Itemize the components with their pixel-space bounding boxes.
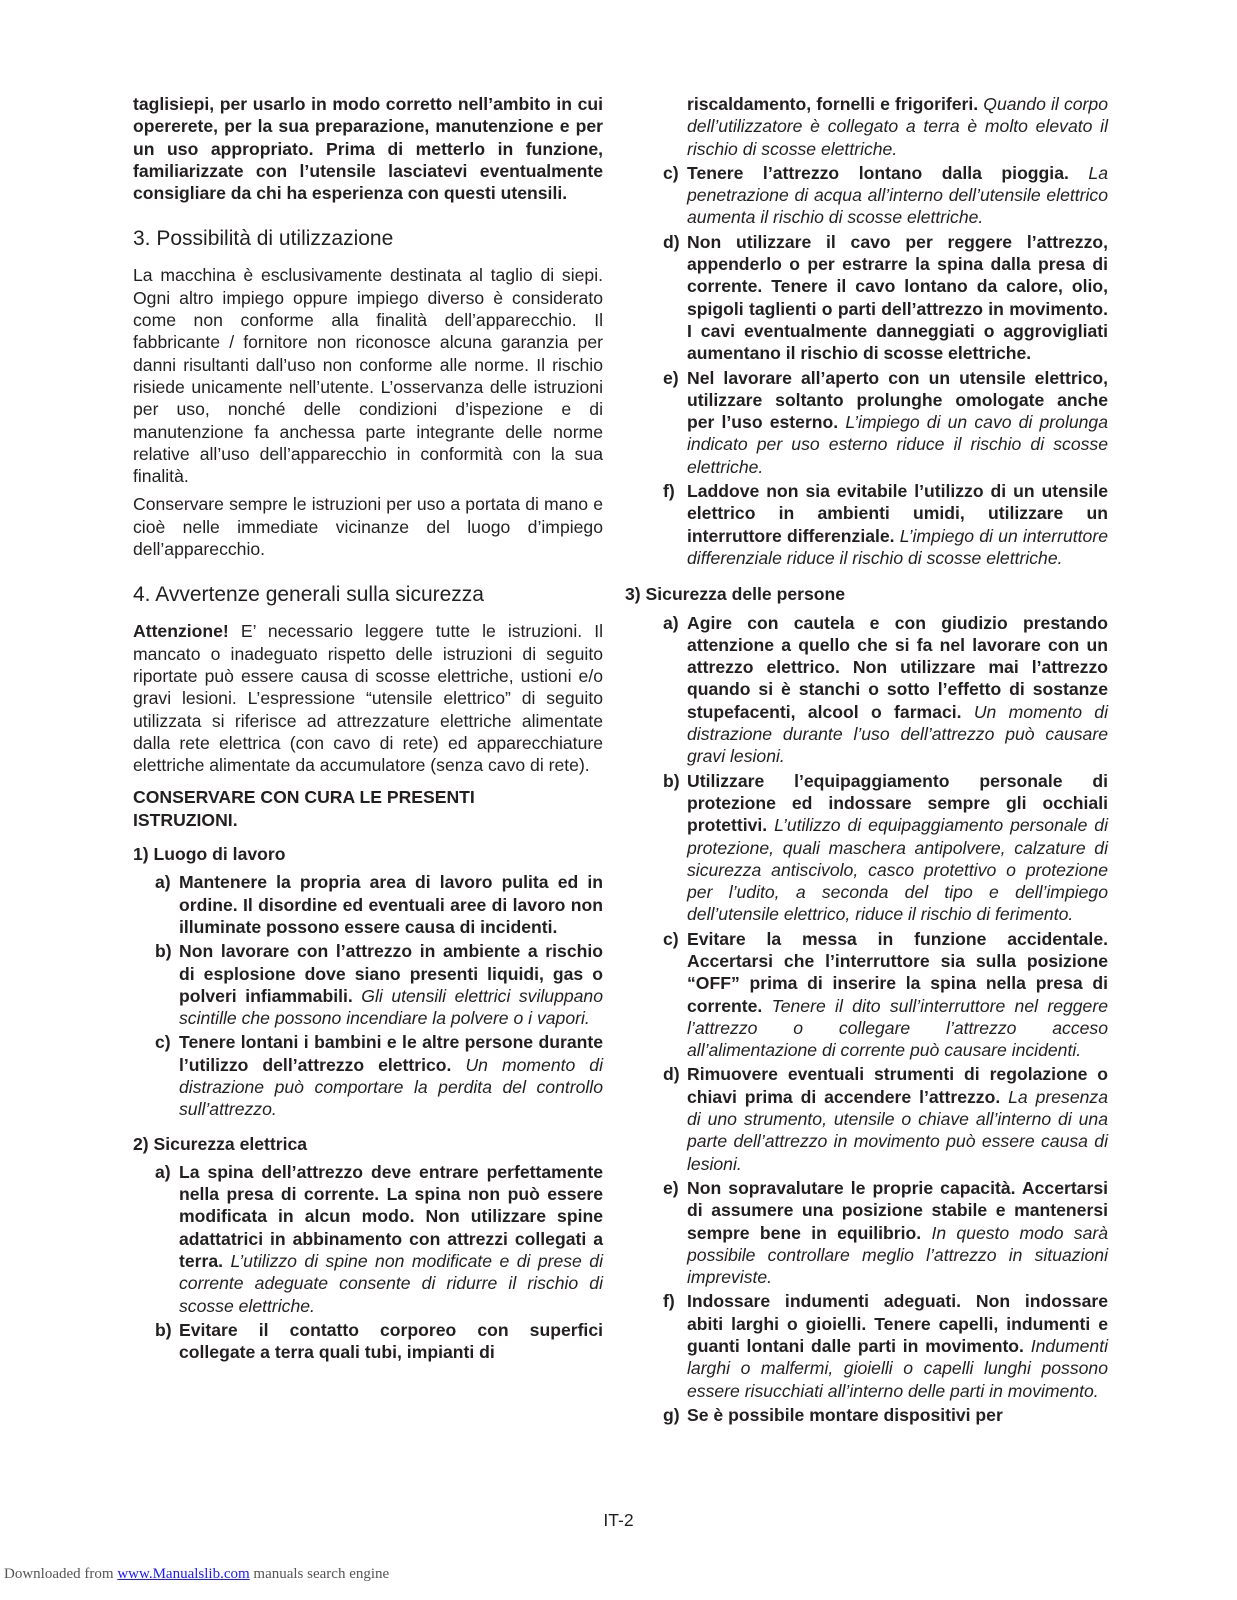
item-bold-text: Utilizzare l’equipaggiamento personale di protezione ed indossare sempre gli occhiali protettivi. — [687, 770, 1108, 836]
item-letter: b) — [663, 770, 680, 791]
item-italic-text: Un momento di distrazione durante l’uso dell’attrezzo può causare gravi lesioni. — [687, 701, 1108, 767]
attention-text: E’ necessario leggere tutte le istruzioni. Il mancato o inadeguato rispetto delle istruzioni di seguito riportate può essere causa di scosse elettriche, ustioni e/o gravi lesioni. L’espressione “utensile elettrico” di seguito utilizzata si riferisce ad attrezzature elettriche alimentate dalla rete elettrica (con cavo di rete) ed apparecchiature elettriche alimentate da accumulatore (senza cavo di rete). — [133, 621, 603, 776]
item-letter: b) — [155, 941, 172, 962]
subsection-1-list — [133, 871, 603, 1120]
section-4-heading: 4. Avvertenze generali sulla sicurezza — [133, 583, 484, 607]
item-bold-text: Evitare il contatto corporeo con superfici collegate a terra quali tubi, impianti di — [179, 1319, 603, 1363]
list-item — [641, 770, 1108, 926]
subsection-1-title: 1) Luogo di lavoro — [133, 844, 286, 865]
item-bold-text: Non lavorare con l’attrezzo in ambiente a rischio di esplosione dove siano presenti liquidi, gas o polveri infiammabili. — [179, 941, 603, 1006]
list-item — [641, 1063, 1108, 1174]
item-italic-text: Un momento di distrazione può comportare la perdita del controllo sull’attrezzo. — [179, 1054, 603, 1120]
item-italic-text: In questo modo sarà possibile controllare meglio l’attrezzo in situazioni impreviste. — [687, 1222, 1108, 1288]
list-item — [641, 231, 1108, 365]
item-letter: a) — [155, 1161, 171, 1182]
item-bold-text: Laddove non sia evitabile l’utilizzo di un utensile elettrico in ambienti umidi, utilizzare un interruttore differenziale. — [687, 481, 1108, 546]
continued-italic: Quando il corpo dell’utilizzatore è collegato a terra è molto elevato il rischio di scosse elettriche. — [687, 94, 1108, 159]
section-4-paragraph — [133, 620, 603, 776]
subsection-3-list — [641, 612, 1108, 1427]
item-italic-text: L’utilizzo di equipaggiamento personale di protezione, quali maschera antipolvere, calzature di sicurezza antiscivolo, casco protettivo o protezione per l’udito, a seconda del tipo e dell’impiego dell’utensile elettrico, riduce il rischio di ferimento. — [687, 815, 1108, 925]
item-letter: f) — [663, 1291, 675, 1312]
attention-label: Attenzione! — [133, 621, 229, 642]
list-item — [133, 1031, 603, 1120]
item-bold-text: Non utilizzare il cavo per reggere l’attrezzo, appenderlo o per estrarre la spina dalla presa di corrente. Tenere il cavo lontano da calore, olio, spigoli taglienti o parti dell’attrezzo in movimento. I cavi eventualmente danneggiati o aggrovigliati aumentano il rischio di scosse elettriche. — [687, 231, 1108, 364]
item-italic-text: La penetrazione di acqua all’interno dell’utensile elettrico aumenta il rischio di scosse elettriche. — [687, 162, 1108, 228]
subsection-2-title: 2) Sicurezza elettrica — [133, 1133, 308, 1154]
right-column — [625, 93, 1109, 1428]
item-bold-text: La spina dell’attrezzo deve entrare perfettamente nella presa di corrente. La spina non può essere modificata in alcun modo. Non utilizzare spine adattatrici in abbinamento con attrezzi collegati a terra. — [179, 1161, 603, 1272]
continued-bold: riscaldamento, fornelli e frigoriferi. — [687, 94, 979, 114]
item-letter: d) — [663, 231, 680, 252]
list-item — [133, 1161, 603, 1317]
item-letter: a) — [663, 612, 679, 633]
subsection-2-list-left — [133, 1161, 603, 1364]
item-letter: e) — [663, 1177, 679, 1198]
item-bold-text: Nel lavorare all’aperto con un utensile elettrico, utilizzare soltanto prolunghe omologate anche per l’uso esterno. — [687, 367, 1108, 433]
item-letter: c) — [663, 928, 679, 949]
item-bold-text: Indossare indumenti adeguati. Non indossare abiti larghi o gioielli. Tenere capelli, indumenti e guanti lontani dalle parti in movimento. — [687, 1291, 1108, 1357]
list-item — [641, 162, 1108, 229]
list-item — [641, 480, 1108, 569]
subsection-3-title: 3) Sicurezza delle persone — [625, 584, 846, 605]
footer-prefix: Downloaded from — [4, 1566, 118, 1582]
item-letter: b) — [155, 1319, 172, 1340]
list-item — [641, 928, 1108, 1062]
conserve-notice: CONSERVARE CON CURA LE PRESENTI ISTRUZIONI. — [133, 787, 475, 830]
item-italic-text: Gli utensili elettrici sviluppano scintille che possono incendiare la polvere o i vapori. — [179, 985, 603, 1029]
left-column — [133, 93, 603, 1366]
list-item — [641, 1290, 1108, 1401]
item-bold-text: Tenere l’attrezzo lontano dalla pioggia. — [687, 162, 1069, 183]
continued-item-b — [641, 93, 1108, 160]
page-number: IT-2 — [603, 1510, 634, 1530]
item-italic-text: Indumenti larghi o malfermi, gioielli o capelli lunghi possono essere risucchiati all’interno delle parti in movimento. — [687, 1336, 1109, 1401]
list-item — [133, 871, 603, 938]
intro-paragraph: taglisiepi, per usarlo in modo corretto nell’ambito in cui opererete, per la sua preparazione, manutenzione e per un uso appropriato. Prima di metterlo in funzione, familiarizzate con l’utensile lasciatevi eventualmente consigliare da chi ha esperienza con questi utensili. — [133, 94, 603, 204]
item-letter: d) — [663, 1064, 680, 1085]
section-3-heading: 3. Possibilità di utilizzazione — [133, 227, 394, 251]
list-item — [641, 367, 1108, 478]
item-bold-text: Rimuovere eventuali strumenti di regolazione o chiavi prima di accendere l’attrezzo. — [687, 1064, 1108, 1107]
section-3-paragraph-1: La macchina è esclusivamente destinata al taglio di siepi. Ogni altro impiego oppure impiego diverso è considerato come non conforme alla finalità dell’apparecchio. Il fabbricante / fornitore non riconosce alcuna garanzia per danni risultanti dall’uso non conforme alle norme. Il rischio risiede unicamente nell’utente. L’osservanza delle istruzioni per uso, nonché delle condizioni d’ispezione e di manutenzione fa anchessa parte integrante delle norme relative all’uso dell’apparecchio in conformità con la sua finalità. — [133, 265, 603, 487]
item-bold-text: Se è possibile montare dispositivi per — [687, 1404, 1003, 1425]
item-italic-text: La presenza di uno strumento, utensile o chiave all’interno di una parte dell’attrezzo in movimento può essere causa di lesioni. — [687, 1086, 1108, 1174]
item-italic-text: L’utilizzo di spine non modificate e di prese di corrente adeguate consente di ridurre il rischio di scosse elettriche. — [179, 1251, 603, 1316]
item-bold-text: Non sopravalutare le proprie capacità. Accertarsi di assumere una posizione stabile e mantenersi sempre bene in equilibrio. — [687, 1177, 1108, 1243]
list-item — [641, 1177, 1108, 1288]
item-letter: e) — [663, 367, 679, 388]
footer-link[interactable]: www.Manualslib.com — [117, 1566, 250, 1582]
subsection-2-list-right — [641, 162, 1108, 569]
footer-suffix: manuals search engine — [249, 1566, 390, 1582]
item-italic-text: Tenere il dito sull’interruttore nel reggere l’attrezzo o collegare l’attrezzo acceso all’alimentazione di corrente può causare incidenti. — [687, 995, 1108, 1061]
item-letter: f) — [663, 481, 675, 502]
item-italic-text: L’impiego di un cavo di prolunga indicato per uso esterno riduce il rischio di scosse elettriche. — [687, 412, 1108, 477]
item-bold-text: Evitare la messa in funzione accidentale. Accertarsi che l’interruttore sia sulla posizione “OFF” prima di inserire la spina nella presa di corrente. — [687, 928, 1108, 1016]
item-bold-text: Agire con cautela e con giudizio prestando attenzione a quello che si fa nel lavorare con un attrezzo elettrico. Non utilizzare mai l’attrezzo quando si è stanchi o sotto l’effetto di sostanze stupefacenti, alcool o farmaci. — [687, 612, 1108, 722]
item-letter: c) — [663, 162, 679, 183]
item-letter: g) — [663, 1404, 680, 1425]
item-letter: c) — [155, 1032, 171, 1053]
item-letter: a) — [155, 872, 171, 893]
list-item — [133, 1319, 603, 1364]
list-item — [133, 940, 603, 1029]
list-item — [641, 612, 1108, 768]
item-bold-text: Mantenere la propria area di lavoro pulita ed in ordine. Il disordine ed eventuali aree di lavoro non illuminate possono essere causa di incidenti. — [179, 872, 603, 937]
item-bold-text: Tenere lontani i bambini e le altre persone durante l’utilizzo dell’attrezzo elettrico. — [179, 1032, 603, 1075]
footer — [4, 1566, 389, 1583]
list-item — [641, 1404, 1108, 1426]
item-italic-text: L’impiego di un interruttore differenziale riduce il rischio di scosse elettriche. — [687, 525, 1108, 568]
section-3-paragraph-2: Conservare sempre le istruzioni per uso a portata di mano e cioè nelle immediate vicinanze del luogo d’impiego dell’apparecchio. — [133, 494, 603, 560]
